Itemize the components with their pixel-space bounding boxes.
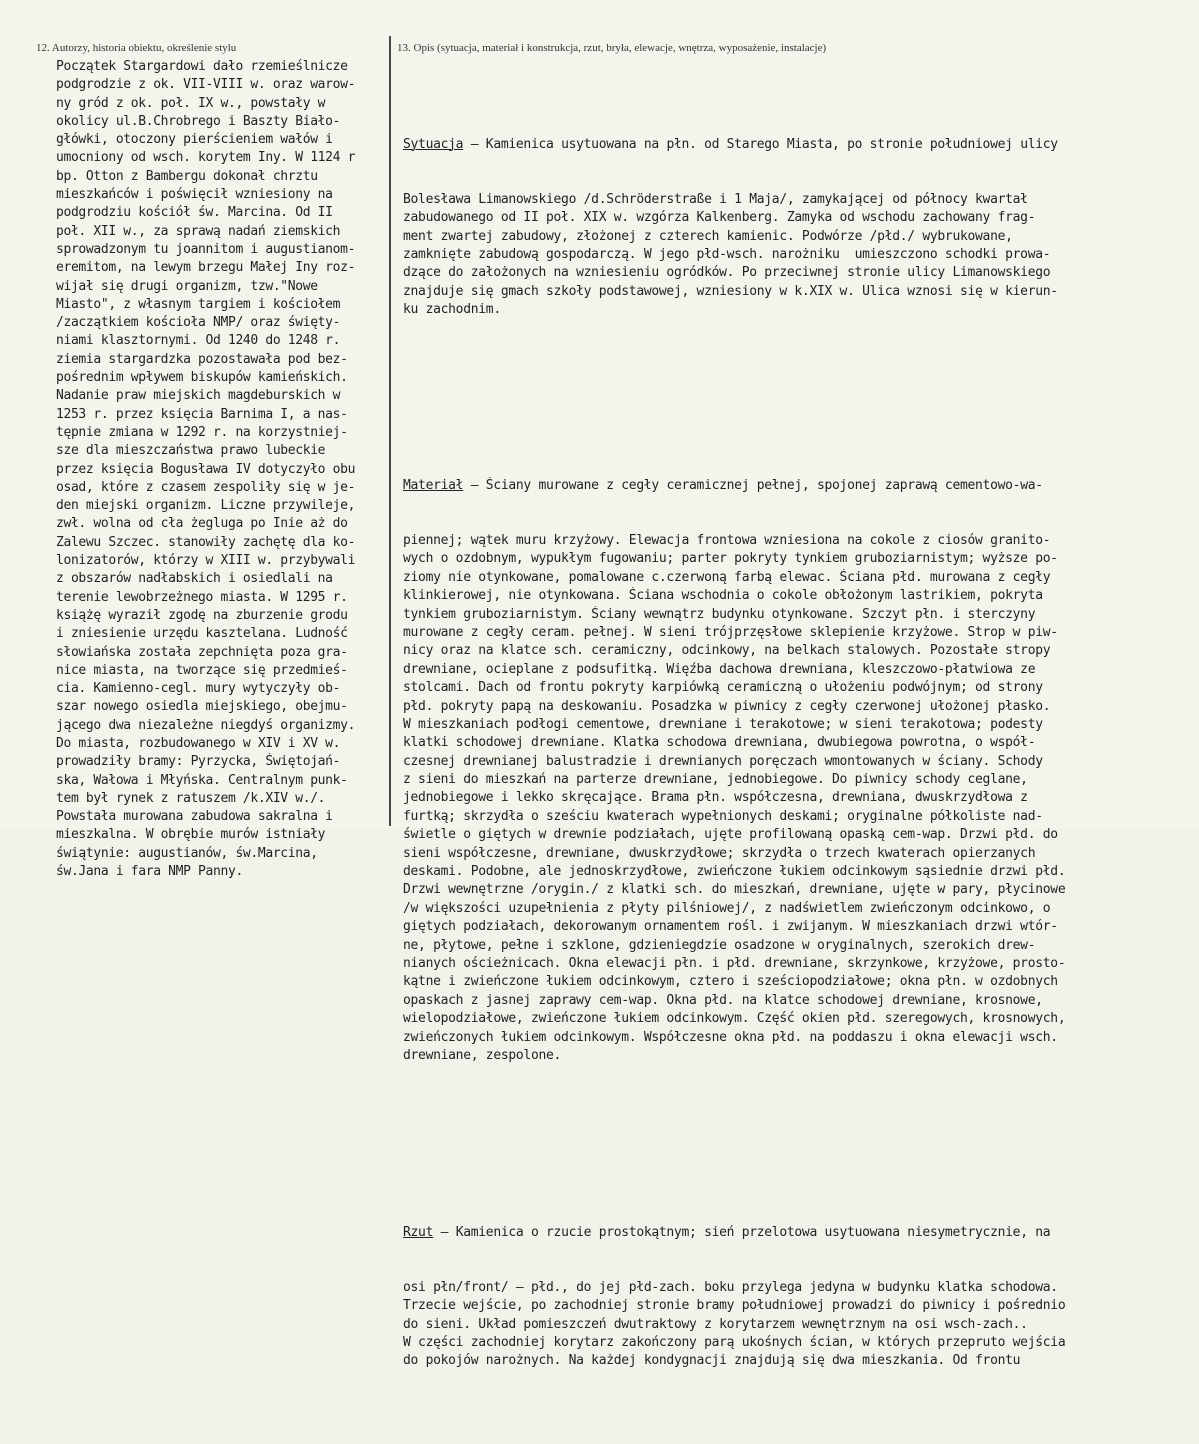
text-line: umocniony od wsch. korytem Iny. W 1124 r bbox=[56, 150, 356, 166]
text-line: Bolesława Limanowskiego /d.Schröderstraße i 1 Maja/, zamykającej od północy kwartał bbox=[403, 191, 1028, 207]
text-line: mieszkańców i poświęcił wzniesiony na bbox=[56, 187, 333, 203]
text-line: nicy oraz na klatce sch. ceramiczny, odcinkowy, na belkach stalowych. Pozostałe stropy bbox=[403, 643, 1051, 659]
column-divider bbox=[389, 36, 391, 826]
text-line: i zniesienie urzędu kasztelana. Ludność bbox=[56, 626, 348, 642]
text-line: tem był rynek z ratuszem /k.XIV w./. bbox=[56, 790, 326, 806]
section-heading-material: Materiał bbox=[403, 477, 464, 493]
text-line: wielopodziałowe, zwieńczone łukiem odcinkowym. Część okien płd. szeregowych, krosnowych, bbox=[403, 1011, 1066, 1027]
text-line: piennej; wątek muru krzyżowy. Elewacja frontowa wzniesiona na cokole z ciosów granito- bbox=[403, 533, 1051, 549]
text-line: z obszarów nadłabskich i osiedlali na bbox=[56, 571, 333, 587]
text-line: stolcami. Dach od frontu pokryty karpiówką ceramiczną o ułożeniu podwójnym; od strony bbox=[403, 680, 1043, 696]
text-line: poł. XII w., za sprawą nadań ziemskich bbox=[56, 223, 341, 239]
text-line: podgrodziu kościół św. Marcina. Od II bbox=[56, 205, 333, 221]
text-line: eremitom, na lewym brzegu Małej Iny roz- bbox=[56, 260, 356, 276]
text-line: Zalewu Szczec. stanowiły zachętę dla ko- bbox=[56, 534, 356, 550]
text-line: sieni współczesne, drewniane, dwuskrzydłowe; skrzydła o trzech kwaterach opierzanych bbox=[403, 845, 1036, 861]
text-line: Drzwi wewnętrzne /orygin./ z klatki sch. do mieszkań, drewniane, ujęte w pary, płycinowe bbox=[403, 882, 1066, 898]
text-line: świątynie: augustianów, św.Marcina, bbox=[56, 845, 318, 861]
section-body bbox=[403, 1279, 1193, 1371]
text-line: W części zachodniej korytarz zakończony parą ukośnych ścian, w których przepruto wejścia bbox=[403, 1334, 1066, 1350]
text-line: ment zwartej zabudowy, złożonej z czterech kamienic. Podwórze /płd./ wybrukowane, bbox=[403, 228, 1013, 244]
text-line: /zaczątkiem kościoła NMP/ oraz święty- bbox=[56, 315, 341, 331]
text-line: szar nowego osiedla miejskiego, obejmu- bbox=[56, 699, 348, 715]
text-line: św.Jana i fara NMP Panny. bbox=[56, 864, 243, 880]
text-line: kątne i zwieńczone łukiem odcinkowym, cztero i sześciopodziałowe; okna płn. w ozdobnych bbox=[403, 974, 1058, 990]
text-line: niami klasztornymi. Od 1240 do 1248 r. bbox=[56, 333, 341, 349]
section-first-line: Sytuacja – Kamienica usytuowana na płn. od Starego Miasta, po stronie południowej ulicy bbox=[403, 136, 1058, 152]
text-line: nianych ościeżnicach. Okna elewacji płn. i płd. drewniane, skrzynkowe, krzyżowe, prosto- bbox=[403, 956, 1066, 971]
text-line: den miejski organizm. Liczne przywileje, bbox=[56, 498, 356, 514]
text-line: bp. Otton z Bambergu dokonał chrztu bbox=[56, 168, 318, 184]
text-line: prowadziły bramy: Pyrzycka, Świętojań- bbox=[56, 754, 341, 770]
text-line: zabudowanego od II poł. XIX w. wzgórza Kalkenberg. Zamyka od wschodu zachowany frag- bbox=[403, 210, 1036, 226]
section-body bbox=[403, 191, 1193, 320]
text-line: klatki schodowej drewniane. Klatka schodowa drewniana, dwubiegowa powrotna, o współ- bbox=[403, 735, 1036, 751]
text-line: słowiańska została zepchnięta poza gra- bbox=[56, 644, 348, 660]
text-line: /w większości uzupełnienia z płyty pilśniowej/, z nadświetlem zwieńczonym odcinkowo, o bbox=[403, 900, 1051, 916]
section-header-description: 13. Opis (sytuacja, materiał i konstrukcja, rzut, bryła, elewacje, wnętrza, wyposażenie, instalacje) bbox=[397, 42, 827, 54]
text-line: 1253 r. przez księcia Barnima I, a nas- bbox=[56, 406, 348, 422]
text-line: ny gród z ok. poł. IX w., powstały w bbox=[56, 95, 326, 111]
text-line: pośrednim wpływem biskupów kamieńskich. bbox=[56, 370, 348, 386]
text-line: terenie lewobrzeżnego miasta. W 1295 r. bbox=[56, 589, 348, 605]
text-line: osi płn/front/ – płd., do jej płd-zach. boku przylega jedyna w budynku klatka schodowa. bbox=[403, 1279, 1058, 1295]
text-line: tępnie zmiana w 1292 r. na korzystniej- bbox=[56, 424, 348, 440]
text-line: do sieni. Układ pomieszczeń dwutraktowy z korytarzem wewnętrznym na osi wsch-zach.. bbox=[403, 1316, 1028, 1332]
text-line: jącego dwa niezależne niegdyś organizmy. bbox=[56, 717, 356, 733]
text-line: zwł. wolna od cła żegluga po Inie aż do bbox=[56, 516, 348, 532]
text-line: Początek Stargardowi dało rzemieślnicze bbox=[56, 59, 348, 74]
section-sytuacja bbox=[403, 99, 1193, 357]
text-line: ziomy nie otynkowane, pomalowane c.czerwoną farbą elewac. Ściana płd. murowana z cegły bbox=[403, 569, 1051, 585]
text-line: znajduje się gmach szkoły podstawowej, wzniesiony w k.XIX w. Ulica wznosi się w kierun- bbox=[403, 283, 1058, 299]
text-line: klinkierowej, nie otynkowana. Ściana wschodnia o cokole obłożonym lastrikiem, pokryta bbox=[403, 588, 1043, 604]
section-material bbox=[403, 440, 1193, 1102]
text-line: Do miasta, rozbudowanego w XIV i XV w. bbox=[56, 735, 341, 751]
text-line: opaskach z jasnej zaprawy cem-wap. Okna płd. na klatce schodowej drewniane, krosnowe, bbox=[403, 992, 1043, 1008]
text-line: ska, Wałowa i Młyńska. Centralnym punk- bbox=[56, 772, 348, 788]
description-text-column bbox=[403, 62, 1193, 1444]
text-line: tynkiem gruboziarnistym. Ściany wewnątrz budynku otynkowane. Szczyt płn. i sterczyny bbox=[403, 606, 1036, 622]
text-line: wijał się drugi organizm, tzw."Nowe bbox=[56, 278, 318, 294]
text-line: świetle o giętych w drewnie podziałach, ujęte profilowaną opaską cem-wap. Drzwi płd. do bbox=[403, 827, 1058, 843]
text-line: z sieni do mieszkań na parterze drewniane, jednobiegowe. Do piwnicy schody ceglane, bbox=[403, 772, 1028, 788]
text-line: czesnej drewnianej balustradzie i drewnianych poręczach wmontowanych w ściany. Schody bbox=[403, 753, 1043, 769]
text-line: jednobiegowe i lekko skręcające. Brama płn. współczesna, drewniana, dwuskrzydłowa z bbox=[403, 790, 1028, 806]
text-line: sze dla mieszczaństwa prawo lubeckie bbox=[56, 443, 326, 459]
text-line: osad, które z czasem zespoliły się w je- bbox=[56, 479, 356, 495]
text-line: ne, płytowe, pełne i szklone, gdzieniegdzie osadzone w oryginalnych, szerokich drew- bbox=[403, 937, 1036, 953]
text-line: zamknięte zabudową gospodarczą. W jego płd-wsch. narożniku umieszczono schodki prowa- bbox=[403, 247, 1051, 262]
text-line: wych o ozdobnym, wypukłym fugowaniu; parter pokryty tynkiem gruboziarnistym; wyższe po- bbox=[403, 551, 1058, 567]
text-line: do pokojów narożnych. Na każdej kondygnacji znajdują się dwa mieszkania. Od frontu bbox=[403, 1353, 1021, 1369]
text-line: zwieńczonych łukiem odcinkowym. Współczesne okna płd. na poddaszu i okna elewacji wsch. bbox=[403, 1029, 1058, 1045]
text-line: Powstała murowana zabudowa sakralna i bbox=[56, 809, 333, 825]
text-line: dzące do założonych na wzniesieniu ogródków. Po przeciwnej stronie ulicy Limanowskiego bbox=[403, 265, 1051, 281]
text-line: drewniane, zespolone. bbox=[403, 1047, 562, 1063]
text-line: ziemia stargardzka pozostawała pod bez- bbox=[56, 351, 348, 367]
text-line: ku zachodnim. bbox=[403, 302, 501, 318]
text-line: lonizatorów, którzy w XIII w. przybywali bbox=[56, 553, 356, 569]
section-header-history: 12. Autorzy, historia obiektu, określenie stylu bbox=[36, 42, 237, 54]
text-line: nice miasta, na tworzące się przedmieś- bbox=[56, 662, 348, 678]
text-line: główki, otoczony pierścieniem wałów i bbox=[56, 132, 333, 148]
text-line: podgrodzie z ok. VII-VIII w. oraz warow- bbox=[56, 77, 356, 93]
text-line: giętych podziałach, dekorowanym ornamentem rośl. i zwijanym. W mieszkaniach drzwi wtór- bbox=[403, 919, 1058, 935]
text-line: cia. Kamienno-cegl. mury wytyczyły ob- bbox=[56, 681, 341, 697]
text-line: furtką; skrzydła o sześciu kwaterach wypełnionych deskami; oryginalne półkoliste nad- bbox=[403, 808, 1043, 824]
text-line: przez księcia Bogusława IV dotyczyło obu bbox=[56, 461, 356, 477]
text-line: deskami. Podobne, ale jednoskrzydłowe, zwieńczone łukiem odcinkowym sąsiednie drzwi płd. bbox=[403, 864, 1066, 880]
section-first-line: Materiał – Ściany murowane z cegły ceramicznej pełnej, spojonej zaprawą cementowo-wa- bbox=[403, 477, 1043, 493]
text-line: drewniane, ocieplane z podsufitką. Więźba dachowa drewniana, kleszczowo-płatwiowa ze bbox=[403, 661, 1036, 677]
text-line: płd. pokryty papą na deskowaniu. Posadzka w piwnicy z cegły czerwonej ułożonej płasko. bbox=[403, 698, 1051, 714]
text-line: Miasto", z własnym targiem i kościołem bbox=[56, 296, 341, 312]
text-line: książę wyraził zgodę na zburzenie grodu bbox=[56, 607, 348, 623]
section-heading-sytuacja: Sytuacja bbox=[403, 136, 464, 152]
text-line: murowane z cegły ceram. pełnej. W sieni trójprzęsłowe sklepienie krzyżowe. Strop w piw- bbox=[403, 624, 1058, 640]
text-line: W mieszkaniach podłogi cementowe, drewniane i terakotowe; w sieni terakotowa; podesty bbox=[403, 716, 1043, 732]
text-line: okolicy ul.B.Chrobrego i Baszty Biało- bbox=[56, 113, 341, 129]
section-first-line: Rzut – Kamienica o rzucie prostokątnym; sień przelotowa usytuowana niesymetrycznie, na bbox=[403, 1224, 1051, 1240]
text-line: mieszkalna. W obrębie murów istniały bbox=[56, 827, 326, 843]
section-heading-rzut: Rzut bbox=[403, 1224, 434, 1240]
section-body bbox=[403, 532, 1193, 1065]
text-line: Nadanie praw miejskich magdeburskich w bbox=[56, 388, 341, 404]
history-text-column bbox=[56, 58, 388, 881]
text-line: Trzecie wejście, po zachodniej stronie bramy południowej prowadzi do piwnicy i pośrednio bbox=[403, 1298, 1066, 1314]
section-rzut bbox=[403, 1187, 1193, 1408]
text-line: sprowadzonym tu joannitom i augustianom- bbox=[56, 241, 356, 257]
